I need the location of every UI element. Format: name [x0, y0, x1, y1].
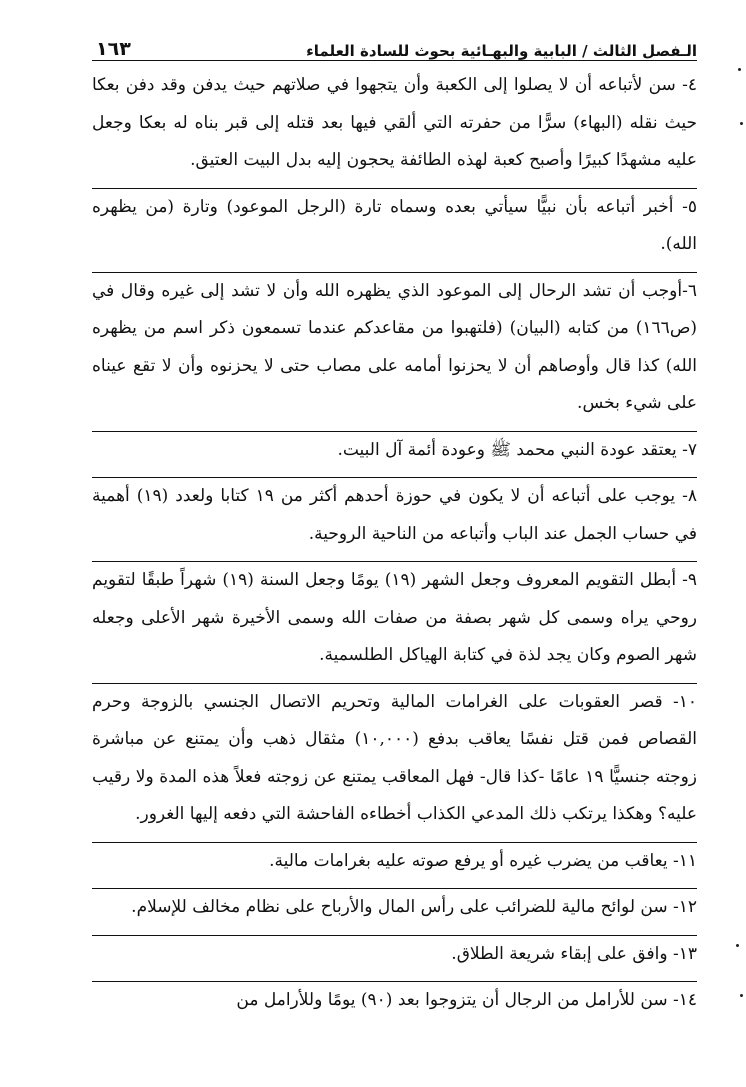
list-item-13: ١٣- وافق على إبقاء شريعة الطلاق.	[451, 943, 697, 964]
list-item-11: ١١- يعاقب من يضرب غيره أو يرفع صوته عليه بغرامات مالية.	[269, 850, 697, 871]
scan-speck	[740, 994, 743, 997]
list-item-4: ٤- سن لأتباعه أن لا يصلوا إلى الكعبة وأن يتجهوا في صلاتهم حيث يدفن وقد دفن بعكا حيث نقله (البهاء) سرًّا من حفرته التي ألقي فيها بعد قتله إلى قبر بناه له بعكا وجعل عليه مشهدًا كبيرًا وأصبح كعبة لهذه الطائفة يحجون إليه بدل البيت العتيق.	[92, 75, 697, 170]
scan-speck	[738, 68, 741, 71]
list-item-12: ١٢- سن لوائح مالية للضرائب على رأس المال والأرباح على نظام مخالف للإسلام.	[131, 897, 697, 917]
running-header	[92, 30, 697, 61]
list-item-6: ٦-أوجب أن تشد الرحال إلى الموعود الذي يظهره الله وأن لا تشد إلى غيره وقال في (ص١٦٦) من كتابه (البيان) (فلتهبوا من مقاعدكم عندما تسمعون ذكر اسم من يظهره الله) كذا قال وأوصاهم أن لا يحزنوا أمامه على مصاب حتى لا يحزنوه وأن لا تقع عيناه على شيء بخس.	[92, 280, 697, 413]
list-item-7: ٧- يعتقد عودة النبي محمد ﷺ وعودة أئمة آل البيت.	[337, 439, 697, 460]
list-item-14: ١٤- سن للأرامل من الرجال أن يتزوجوا بعد (٩٠) يومًا وللأرامل من	[236, 990, 697, 1010]
list-item-8: ٨- يوجب على أتباعه أن لا يكون في حوزة أحدهم أكثر من ١٩ كتابا ولعدد (١٩) أهمية في حساب الجمل عند الباب وأتباعه من الناحية الروحية.	[92, 486, 697, 544]
list-item-10: ١٠- قصر العقوبات على الغرامات المالية وتحريم الاتصال الجنسي بالزوجة وحرم القصاص فمن قتل نفسًا يعاقب بدفع (١٠,٠٠٠) مثقال ذهب وأن يمتنع عن مباشرة زوجته جنسيًّا ١٩ عامًا -كذا قال- فهل المعاقب يمتنع عن زوجته فعلاً هذه المدة ولا رقيب عليه؟ وهكذا يرتكب ذلك المدعي الكذاب أخطاءه الفاحشة التي دفعه إليها الغرور.	[92, 691, 698, 824]
scan-speck	[740, 122, 743, 125]
list-item-9: ٩- أبطل التقويم المعروف وجعل الشهر (١٩) يومًا وجعل السنة (١٩) شهراً طبقًا لتقويم روحي يراه وسمى كل شهر بصفة من صفات الله وسمى الأخيرة شهر الأعلى وجعله شهر الصوم وكان يجد لذة في كتابة الهياكل الطلسمية.	[92, 570, 697, 665]
list-item-5: ٥- أخبر أتباعه بأن نبيًّا سيأتي بعده وسماه تارة (الرجل الموعود) وتارة (من يظهره الله).	[92, 196, 697, 254]
page-number: ١٦٣	[96, 38, 131, 60]
document-page	[92, 30, 697, 1020]
scan-speck	[736, 944, 739, 947]
chapter-title: الـفصل الثالث / البابية والبهـائية بحوث للسادة العلماء	[306, 42, 697, 60]
